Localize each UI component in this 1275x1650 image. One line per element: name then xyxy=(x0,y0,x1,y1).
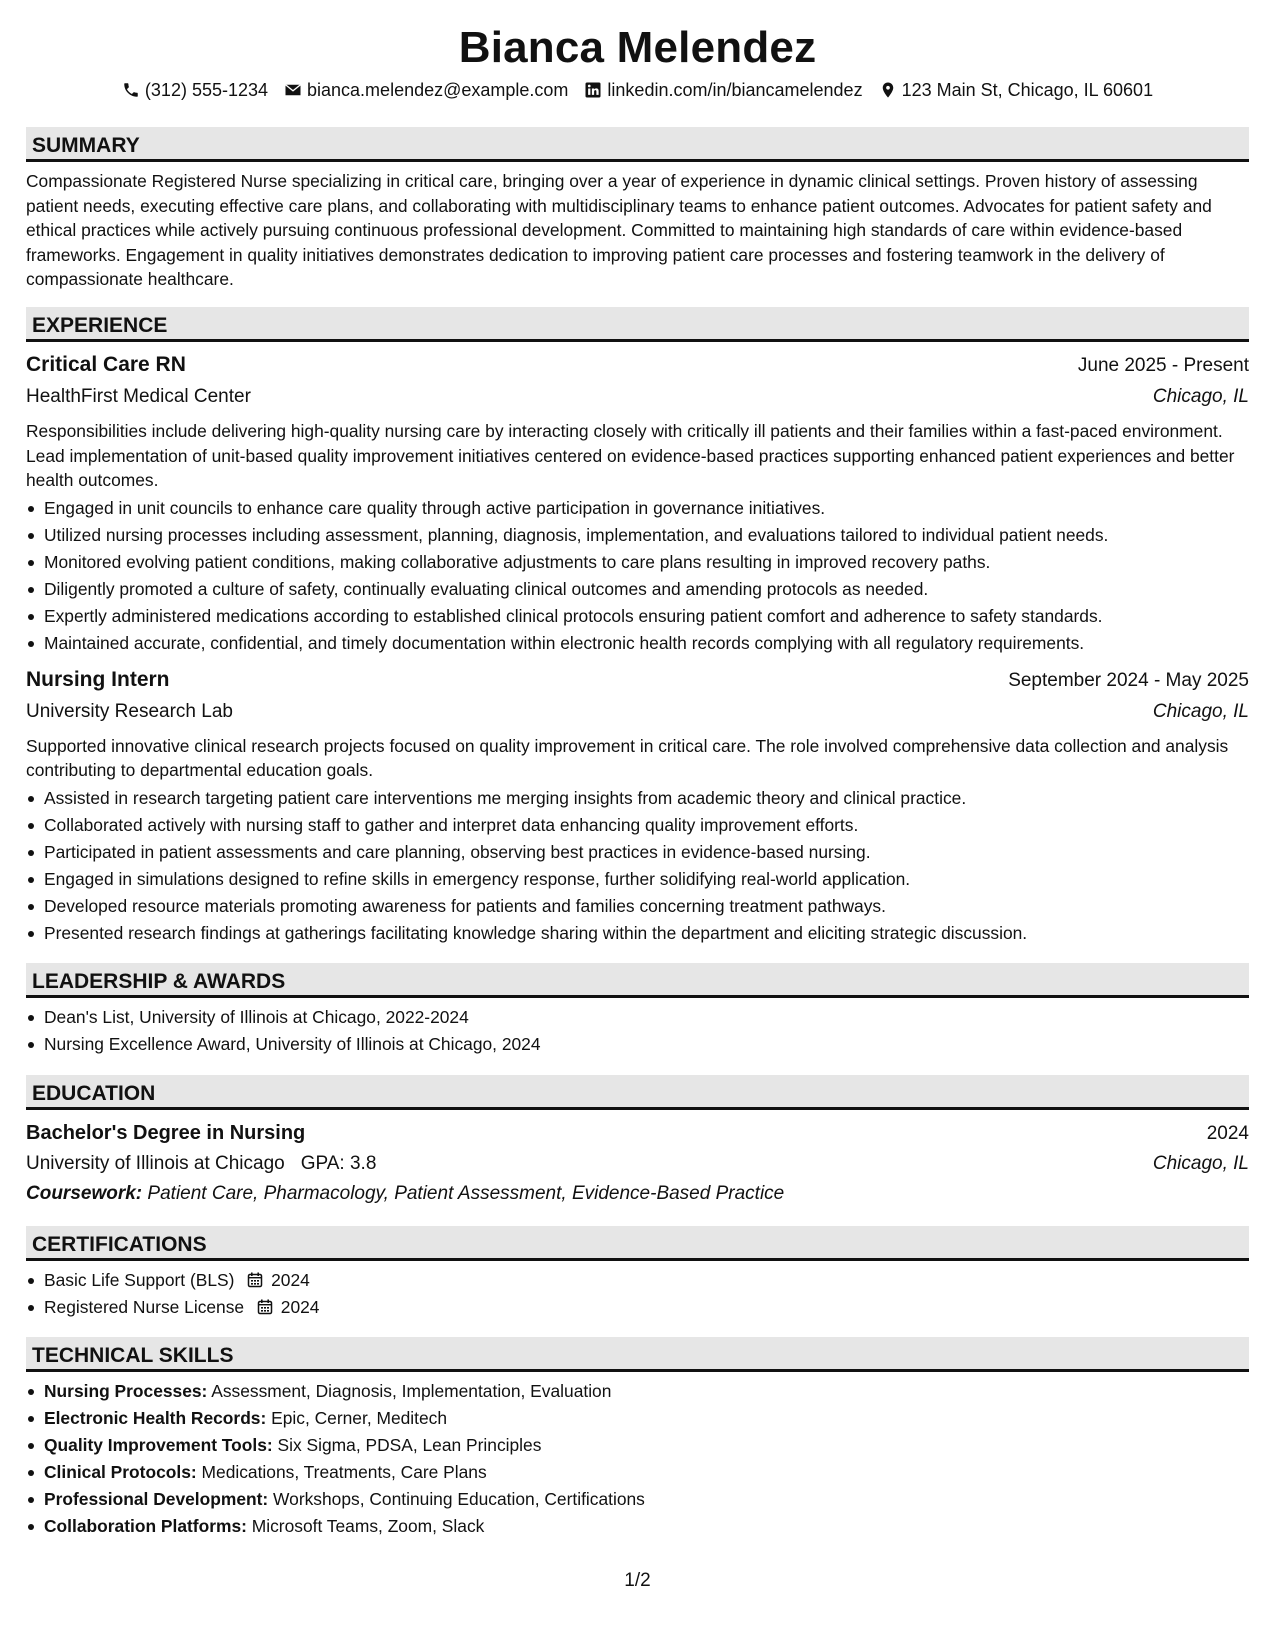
skills-list xyxy=(26,1378,1249,1540)
list-item xyxy=(44,1432,1249,1459)
contact-phone xyxy=(122,78,268,102)
envelope-icon xyxy=(284,81,302,99)
address-text: 123 Main St, Chicago, IL 60601 xyxy=(901,80,1154,100)
skill-value: Six Sigma, PDSA, Lean Principles xyxy=(277,1434,542,1455)
skill-value: Microsoft Teams, Zoom, Slack xyxy=(251,1515,485,1536)
list-item xyxy=(44,1267,1249,1294)
school-name: University of Illinois at Chicago xyxy=(26,1152,285,1174)
resume-page xyxy=(26,22,1249,1540)
section-heading-summary: SUMMARY xyxy=(26,127,1249,162)
job-bullets xyxy=(26,495,1249,657)
list-item xyxy=(44,1405,1249,1432)
list-item: Maintained accurate, confidential, and timely documentation within electronic health records complying with all regulatory requirements. xyxy=(44,630,1249,657)
skill-label: Nursing Processes: xyxy=(44,1380,208,1401)
job-organization: University Research Lab xyxy=(26,700,233,722)
skill-value: Medications, Treatments, Care Plans xyxy=(201,1461,487,1482)
linkedin-icon xyxy=(584,81,602,99)
skill-label: Electronic Health Records: xyxy=(44,1407,267,1428)
job-description: Responsibilities include delivering high-quality nursing care by interacting closely with critically ill patients and their families within a fast-paced environment. Lead implementation of unit-based quality improvement initiatives centered on evidence-based practices supporting enhanced patient experiences and better health outcomes. xyxy=(26,420,1235,491)
contact-address xyxy=(879,78,1154,102)
section-heading-education: EDUCATION xyxy=(26,1075,1249,1110)
certification-name: Basic Life Support (BLS) xyxy=(44,1269,235,1290)
job-entry xyxy=(26,665,1249,947)
skill-label: Clinical Protocols: xyxy=(44,1461,197,1482)
phone-icon xyxy=(122,81,140,99)
contact-bar xyxy=(26,78,1249,102)
degree-title: Bachelor's Degree in Nursing xyxy=(26,1121,306,1144)
certification-year: 2024 xyxy=(271,1269,310,1290)
coursework-list: Patient Care, Pharmacology, Patient Assessment, Evidence-Based Practice xyxy=(147,1182,785,1204)
coursework-label: Coursework: xyxy=(26,1182,143,1204)
list-item: Dean's List, University of Illinois at Chicago, 2022-2024 xyxy=(44,1004,1249,1031)
candidate-name: Bianca Melendez xyxy=(458,23,817,72)
list-item: Utilized nursing processes including assessment, planning, diagnosis, implementation, and evaluations tailored to individual patient needs. xyxy=(44,522,1249,549)
job-dates: June 2025 - Present xyxy=(1077,354,1249,376)
list-item xyxy=(44,1486,1249,1513)
coursework xyxy=(26,1179,1249,1209)
awards-list xyxy=(26,1004,1249,1058)
list-item: Assisted in research targeting patient care interventions me merging insights from academic theory and clinical practice. xyxy=(44,785,1249,812)
job-entry xyxy=(26,350,1249,657)
list-item: Engaged in unit councils to enhance care quality through active participation in governance initiatives. xyxy=(44,495,1249,522)
skill-value: Epic, Cerner, Meditech xyxy=(271,1407,448,1428)
list-item xyxy=(44,1459,1249,1486)
calendar-icon xyxy=(247,1272,263,1288)
list-item: Expertly administered medications according to established clinical protocols ensuring patient comfort and adherence to safety standards. xyxy=(44,603,1249,630)
skill-value: Workshops, Continuing Education, Certifications xyxy=(273,1488,645,1509)
calendar-icon xyxy=(257,1299,273,1315)
list-item: Collaborated actively with nursing staff to gather and interpret data enhancing quality improvement efforts. xyxy=(44,812,1249,839)
skill-label: Professional Development: xyxy=(44,1488,269,1509)
section-heading-certifications: CERTIFICATIONS xyxy=(26,1226,1249,1261)
list-item: Nursing Excellence Award, University of Illinois at Chicago, 2024 xyxy=(44,1031,1249,1058)
contact-linkedin[interactable] xyxy=(584,78,862,102)
job-title: Nursing Intern xyxy=(26,667,170,691)
job-dates: September 2024 - May 2025 xyxy=(1008,669,1249,691)
section-heading-technical-skills: TECHNICAL SKILLS xyxy=(26,1337,1249,1372)
school-location: Chicago, IL xyxy=(1152,1152,1249,1174)
job-location: Chicago, IL xyxy=(1152,385,1249,407)
list-item: Engaged in simulations designed to refine skills in emergency response, further solidifying real-world application. xyxy=(44,866,1249,893)
list-item: Diligently promoted a culture of safety, continually evaluating clinical outcomes and amending protocols as needed. xyxy=(44,576,1249,603)
linkedin-link[interactable]: linkedin.com/in/biancamelendez xyxy=(607,80,863,100)
phone-text: (312) 555-1234 xyxy=(144,80,269,100)
graduation-year: 2024 xyxy=(1206,1122,1249,1144)
education-entry xyxy=(26,1118,1249,1209)
list-item: Monitored evolving patient conditions, making collaborative adjustments to care plans resulting in improved recovery paths. xyxy=(44,549,1249,576)
page-number: 1/2 xyxy=(624,1570,651,1591)
skill-label: Collaboration Platforms: xyxy=(44,1515,247,1536)
gpa-text: GPA: 3.8 xyxy=(300,1152,377,1174)
list-item: Presented research findings at gatherings facilitating knowledge sharing within the department and eliciting strategic discussion. xyxy=(44,920,1249,947)
job-bullets xyxy=(26,785,1249,947)
job-organization: HealthFirst Medical Center xyxy=(26,385,251,407)
list-item xyxy=(44,1378,1249,1405)
job-title: Critical Care RN xyxy=(26,352,186,376)
list-item xyxy=(44,1294,1249,1321)
summary-text: Compassionate Registered Nurse specializing in critical care, bringing over a year of experience in dynamic clinical settings. Proven history of assessing patient needs, executing effective care plans, and collaborating with multidisciplinary teams to enhance patient outcomes. Advocates for patient safety and ethical practices while actively pursuing continuous professional development. Committed to maintaining high standards of care within evidence-based frameworks. Engagement in quality initiatives demonstrates dedication to improving patient care processes and fostering teamwork in the delivery of compassionate healthcare. xyxy=(26,171,1212,290)
skill-value: Assessment, Diagnosis, Implementation, Evaluation xyxy=(211,1380,612,1401)
contact-email[interactable] xyxy=(284,78,568,102)
certification-name: Registered Nurse License xyxy=(44,1296,245,1317)
certification-year: 2024 xyxy=(280,1296,320,1317)
job-location: Chicago, IL xyxy=(1152,700,1249,722)
list-item: Participated in patient assessments and care planning, observing best practices in evidence-based nursing. xyxy=(44,839,1249,866)
certifications-list xyxy=(26,1267,1249,1321)
map-pin-icon xyxy=(879,81,897,99)
job-description: Supported innovative clinical research projects focused on quality improvement in critical care. The role involved comprehensive data collection and analysis contributing to departmental education goals. xyxy=(26,735,1229,781)
list-item: Developed resource materials promoting awareness for patients and families concerning treatment pathways. xyxy=(44,893,1249,920)
email-link[interactable]: bianca.melendez@example.com xyxy=(307,80,569,100)
skill-label: Quality Improvement Tools: xyxy=(44,1434,273,1455)
section-heading-experience: EXPERIENCE xyxy=(26,307,1249,342)
section-heading-leadership: LEADERSHIP & AWARDS xyxy=(26,963,1249,998)
list-item xyxy=(44,1513,1249,1540)
